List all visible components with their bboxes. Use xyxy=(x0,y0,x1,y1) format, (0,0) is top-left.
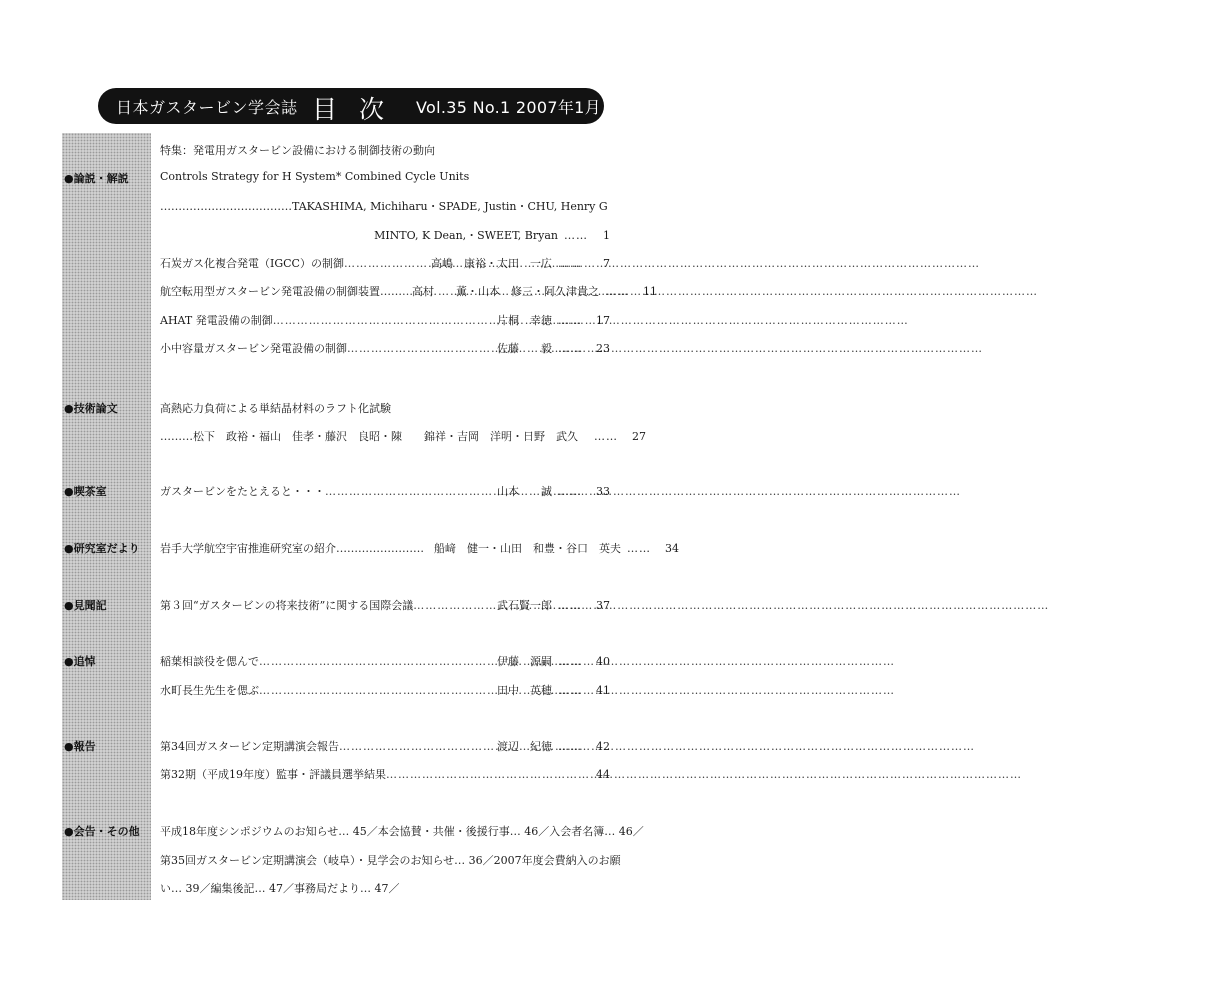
entry-authors: 渡辺 紀徳 xyxy=(497,740,552,753)
entry-title: 第32期（平成19年度）監事・評議員選挙結果 xyxy=(160,768,386,781)
journal-name: 日本ガスタービン学会誌 xyxy=(116,98,298,117)
toc-entry[interactable]: 第３回“ガスタービンの将来技術”に関する国際会議 …………………………………………………………………………………………………………………………………………… 武石賢一郎 …… 37 xyxy=(160,597,610,613)
entry-authors: 佐藤 毅 xyxy=(497,342,552,355)
entry-authors: 田中 英穂 xyxy=(497,684,552,697)
entry-title[interactable]: Controls Strategy for H System* Combined Cycle Units xyxy=(160,170,470,183)
toc-entry[interactable]: 第34回ガスタービン定期講演会報告 …………………………………………………………………………………………………………………………………………… 渡辺 紀徳 …… 42 xyxy=(160,738,610,754)
section-sidebar xyxy=(62,133,151,900)
page-number: 11 xyxy=(643,285,657,298)
section-label-ronsetsu: ●論説・解説 xyxy=(64,172,129,185)
toc-entry[interactable]: 石炭ガス化複合発電（IGCC）の制御 …………………………………………………………………………………………………………………………………………… 高嶋 康裕・太田 一広 …… 7 xyxy=(160,255,610,271)
entry-title: 航空転用型ガスタービン発電設備の制御装置…… xyxy=(160,285,402,298)
entry-authors: 伊藤 源嗣 xyxy=(497,655,552,668)
page-number: 40 xyxy=(596,655,610,668)
page-number: 42 xyxy=(596,740,610,753)
special-feature-title: 特集：発電用ガスタービン設備における制御技術の動向 xyxy=(160,144,435,157)
entry-title: 石炭ガス化複合発電（IGCC）の制御 xyxy=(160,257,344,270)
entry-title: 小中容量ガスタービン発電設備の制御 xyxy=(160,342,347,355)
leader-dots xyxy=(344,257,431,270)
journal-header xyxy=(98,88,604,124)
entry-title: 第34回ガスタービン定期講演会報告 xyxy=(160,740,339,753)
page-number: 23 xyxy=(596,342,610,355)
section-label-tsuito: ●追悼 xyxy=(64,655,96,668)
entry-authors: 高嶋 康裕・太田 一広 xyxy=(431,257,552,270)
entry-authors: 武石賢一郎 xyxy=(497,599,552,612)
toc-entry[interactable] xyxy=(160,766,610,782)
section-label-kenbun: ●見聞記 xyxy=(64,599,107,612)
entry-authors: 船﨑 健一・山田 和豊・谷口 英夫 xyxy=(434,542,621,555)
leader-dots xyxy=(413,599,497,612)
leader-dots xyxy=(339,740,497,753)
page-number: 41 xyxy=(596,684,610,697)
toc-entry[interactable]: 水町長生先生を偲ぶ …………………………………………………………………………………………………………………………………………… 田中 英穂 …… 41 xyxy=(160,682,610,698)
entry-authors-cont: MINTO, K Dean,・SWEET, Bryan …… 1 xyxy=(374,229,610,242)
notice-line[interactable]: 第35回ガスタービン定期講演会（岐阜）・見学会のお知らせ… 36／2007年度会費納入のお願 xyxy=(160,854,621,867)
toc-entry[interactable]: 航空転用型ガスタービン発電設備の制御装置…… …………………………………………………………………………………………………………………………………………… 高村 薫・山本 修三・阿久津貴之 …… 11 xyxy=(160,283,610,299)
toc-entry[interactable]: 岩手大学航空宇宙推進研究室の紹介…………………… 船﨑 健一・山田 和豊・谷口 英夫 …… 34 xyxy=(160,542,679,555)
leader-dots xyxy=(259,655,497,668)
page-number: 7 xyxy=(603,257,610,270)
entry-title[interactable]: 高熱応力負荷による単結晶材料のラフト化試験 xyxy=(160,402,391,415)
page-number: 34 xyxy=(665,542,679,555)
entry-authors: 高村 薫・山本 修三・阿久津貴之 xyxy=(412,285,599,298)
entry-title: 稲葉相談役を偲んで xyxy=(160,655,259,668)
page-title: 目次 xyxy=(312,95,407,124)
page-number: 44 xyxy=(596,768,610,781)
page-number: 33 xyxy=(596,485,610,498)
entry-title: AHAT 発電設備の制御 xyxy=(160,314,273,327)
page-number: 27 xyxy=(632,430,646,443)
page-number: 37 xyxy=(596,599,610,612)
section-label-kaikoku: ●会告・その他 xyxy=(64,825,140,838)
leader-dots xyxy=(325,485,497,498)
entry-title: 水町長生先生を偲ぶ xyxy=(160,684,259,697)
toc-entry[interactable]: ガスタービンをたとえると・・・ …………………………………………………………………………………………………………………………………………… 山本 誠 …… 33 xyxy=(160,483,610,499)
section-label-gijutsu: ●技術論文 xyxy=(64,402,118,415)
entry-title: 第３回“ガスタービンの将来技術”に関する国際会議 xyxy=(160,599,414,612)
volume-info: Vol.35 No.1 2007年1月 xyxy=(416,98,601,117)
section-label-hokoku: ●報告 xyxy=(64,740,96,753)
notice-line[interactable]: い… 39／編集後記… 47／事務局だより… 47／ xyxy=(160,882,400,895)
entry-authors: 片桐 幸徳 xyxy=(497,314,552,327)
entry-authors: ………………………………TAKASHIMA, Michiharu・SPADE, Justin・CHU, Henry G xyxy=(160,200,608,213)
leader-dots xyxy=(386,768,582,781)
entry-title: 岩手大学航空宇宙推進研究室の紹介…………………… xyxy=(160,542,424,555)
leader-dots xyxy=(273,314,497,327)
page-number: 17 xyxy=(596,314,610,327)
entry-authors: 山本 誠 xyxy=(497,485,552,498)
toc-entry[interactable]: ………松下 政裕・福山 佳孝・藤沢 良昭・陳 錦祥・吉岡 洋明・日野 武久 …… 27 xyxy=(160,430,646,443)
entry-title: ガスタービンをたとえると・・・ xyxy=(160,485,325,498)
toc-entry[interactable]: AHAT 発電設備の制御 …………………………………………………………………………………………………………………………………………… 片桐 幸徳 …… 17 xyxy=(160,312,610,328)
page-number: 1 xyxy=(603,229,610,242)
toc-entry[interactable]: 小中容量ガスタービン発電設備の制御 …………………………………………………………………………………………………………………………………………… 佐藤 毅 …… 23 xyxy=(160,340,610,356)
section-label-kenkyu: ●研究室だより xyxy=(64,542,140,555)
leader-dots xyxy=(259,684,497,697)
leader-dots xyxy=(347,342,497,355)
toc-entry[interactable]: 稲葉相談役を偲んで …………………………………………………………………………………………………………………………………………… 伊藤 源嗣 …… 40 xyxy=(160,653,610,669)
notice-line[interactable]: 平成18年度シンポジウムのお知らせ… 45／本会協賛・共催・後援行事… 46／入会者名簿… 46／ xyxy=(160,825,644,838)
section-label-kissa: ●喫茶室 xyxy=(64,485,107,498)
leader-dots xyxy=(402,285,412,298)
entry-authors: ………松下 政裕・福山 佳孝・藤沢 良昭・陳 錦祥・吉岡 洋明・日野 武久 xyxy=(160,430,578,443)
